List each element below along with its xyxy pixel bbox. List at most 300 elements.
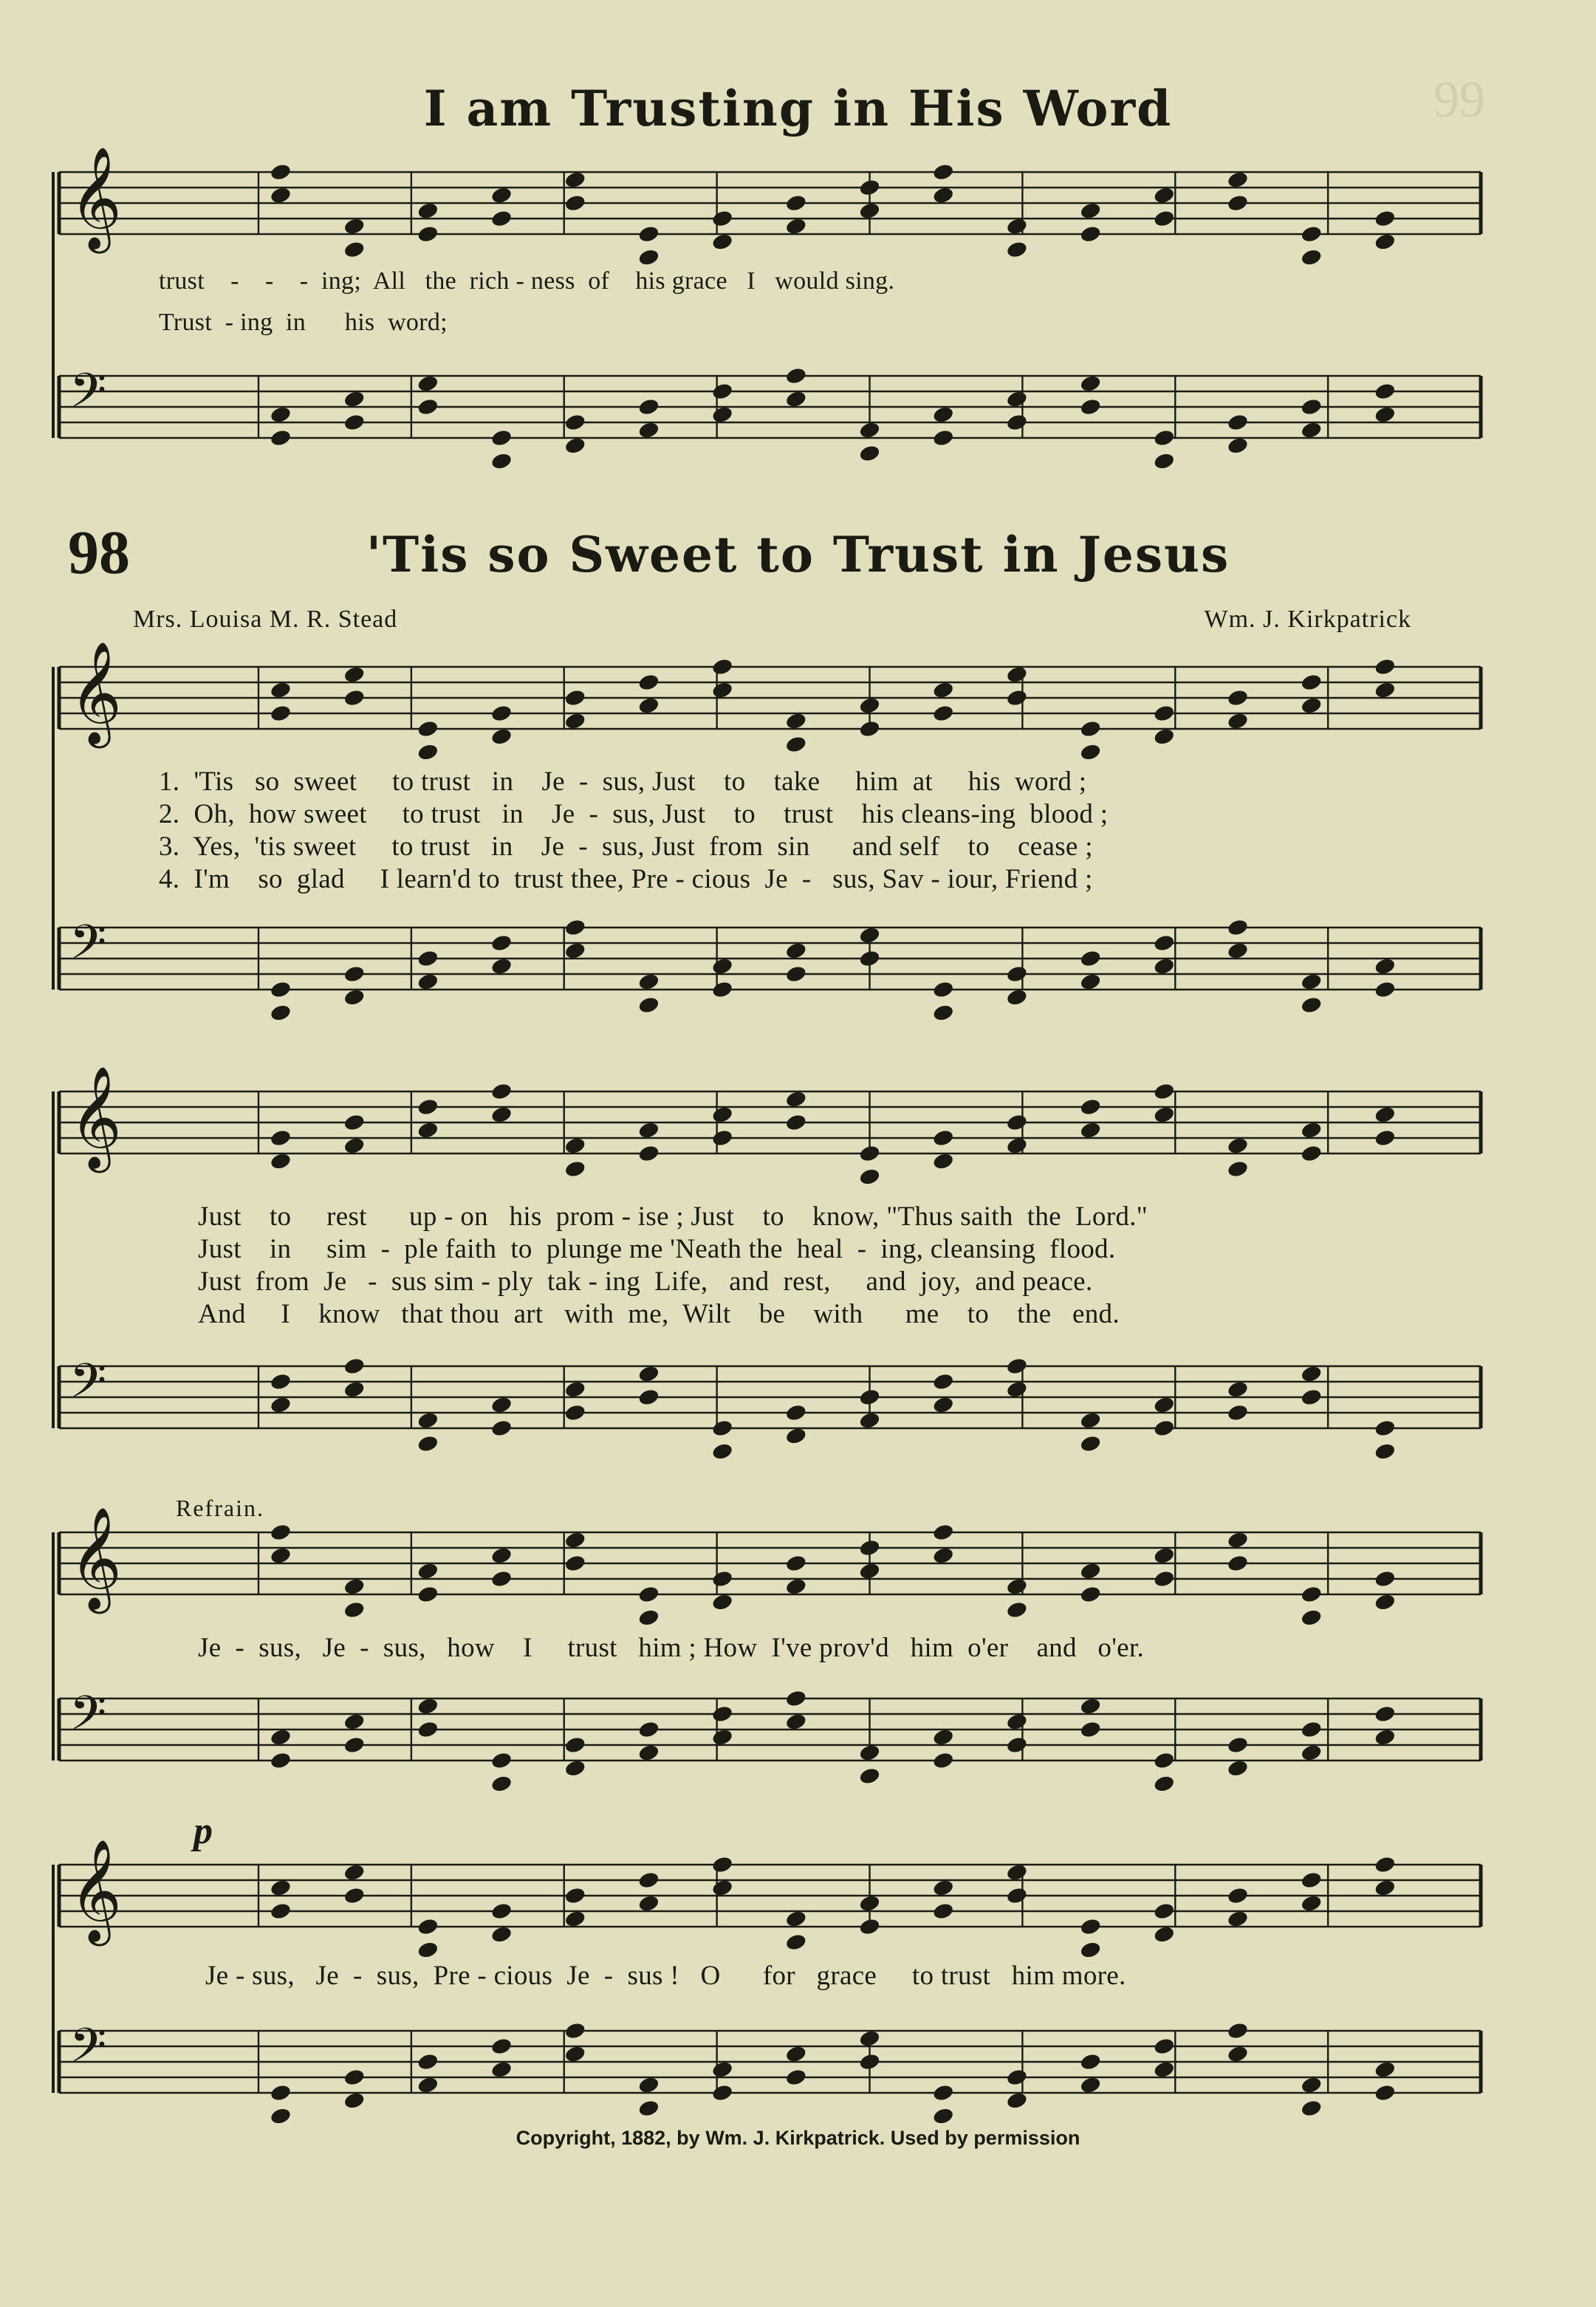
- previous-hymn-title: I am Trusting in His Word: [423, 80, 1173, 137]
- note-head: [1153, 1775, 1176, 1794]
- note-head: [343, 2068, 366, 2087]
- note-head: [1227, 688, 1250, 707]
- note-head: [858, 926, 881, 945]
- verse-2-line-b: Just in sim - ple faith to plunge me 'Neath the heal - ing, cleansing flood.: [198, 1234, 1116, 1264]
- note-head: [1300, 2099, 1323, 2118]
- note-head: [711, 209, 734, 228]
- note-head: [1300, 248, 1323, 267]
- note-head: [417, 1562, 439, 1581]
- note-head: [932, 1902, 955, 1921]
- note-head: [932, 1523, 955, 1542]
- note-head: [1153, 957, 1176, 976]
- note-head: [711, 1569, 734, 1588]
- note-head: [564, 1554, 586, 1573]
- note-head: [711, 2083, 734, 2102]
- note-head: [932, 405, 955, 425]
- note-head: [932, 2083, 955, 2102]
- note-head: [858, 2052, 881, 2071]
- note-head: [564, 1735, 586, 1755]
- note-head: [1079, 1097, 1102, 1117]
- note-head: [785, 366, 808, 385]
- note-head: [1153, 727, 1176, 747]
- note-head: [1227, 1380, 1250, 1399]
- note-head: [490, 704, 513, 723]
- note-head: [1227, 918, 1250, 937]
- note-head: [490, 1105, 513, 1125]
- staff-lines: [53, 172, 1481, 2093]
- note-head: [270, 2107, 292, 2126]
- note-head: [1300, 1894, 1323, 1913]
- note-head: [637, 224, 660, 244]
- note-head: [1153, 1925, 1176, 1944]
- clef-glyph: 𝄞: [69, 1506, 122, 1610]
- note-head: [637, 397, 660, 417]
- note-head: [343, 1380, 366, 1399]
- note-head: [1153, 1546, 1176, 1566]
- note-head: [1374, 657, 1397, 676]
- note-head: [932, 1879, 955, 1898]
- note-head: [343, 2091, 366, 2111]
- note-head: [932, 704, 955, 723]
- note-head: [785, 1113, 808, 1132]
- note-head: [711, 681, 734, 700]
- note-head: [932, 1004, 955, 1023]
- note-head: [490, 428, 513, 448]
- note-head: [785, 1090, 808, 1109]
- note-head: [1006, 1735, 1029, 1755]
- note-head: [1006, 240, 1029, 259]
- note-head: [637, 1871, 660, 1890]
- note-head: [1227, 1159, 1250, 1179]
- note-head: [343, 1577, 366, 1597]
- note-head: [417, 1697, 439, 1716]
- previous-hymn-lyric-line-1: trust - - - ing; All the rich - ness of his grace I would sing.: [159, 267, 895, 295]
- note-head: [637, 1608, 660, 1628]
- note-head: [1153, 1082, 1176, 1101]
- note-head: [1227, 712, 1250, 731]
- note-head: [711, 1728, 734, 1747]
- note-head: [1374, 1704, 1397, 1724]
- note-head: [270, 704, 292, 723]
- note-head: [343, 964, 366, 984]
- note-head: [1153, 1396, 1176, 1415]
- note-head: [1374, 681, 1397, 700]
- note-head: [785, 1577, 808, 1597]
- note-head: [343, 1113, 366, 1132]
- note-head: [1374, 1105, 1397, 1125]
- note-head: [858, 1538, 881, 1557]
- note-head: [417, 1917, 439, 1936]
- hymn-title: 'Tis so Sweet to Trust in Jesus: [366, 526, 1230, 583]
- note-head: [711, 2060, 734, 2080]
- note-head: [490, 2037, 513, 2056]
- note-head: [1300, 224, 1323, 244]
- previous-hymn-lyric-line-2: Trust - ing in his word;: [159, 309, 448, 336]
- note-head: [858, 1744, 881, 1763]
- note-head: [417, 1434, 439, 1453]
- note-head: [270, 428, 292, 448]
- note-head: [1153, 1105, 1176, 1125]
- note-head: [490, 933, 513, 953]
- note-head: [343, 1735, 366, 1755]
- note-head: [932, 681, 955, 700]
- note-head: [1374, 1855, 1397, 1874]
- clef-glyph: 𝄢: [69, 915, 107, 982]
- note-head: [1006, 1137, 1029, 1156]
- note-head: [270, 980, 292, 999]
- note-head: [785, 193, 808, 213]
- note-head: [1300, 673, 1323, 692]
- note-head: [490, 186, 513, 205]
- note-head: [785, 2045, 808, 2064]
- note-head: [858, 1766, 881, 1786]
- note-head: [490, 1082, 513, 1101]
- note-head: [1227, 1531, 1250, 1550]
- note-head: [711, 1419, 734, 1438]
- note-head: [1079, 2076, 1102, 2095]
- note-head: [564, 712, 586, 731]
- note-head: [1374, 209, 1397, 228]
- note-head: [1227, 1886, 1250, 1905]
- note-head: [1227, 1554, 1250, 1573]
- note-head: [711, 1855, 734, 1874]
- note-head: [270, 162, 292, 182]
- note-head: [270, 1004, 292, 1023]
- note-head: [417, 973, 439, 992]
- note-head: [932, 186, 955, 205]
- note-head: [1300, 1744, 1323, 1763]
- note-head: [858, 178, 881, 197]
- note-head: [343, 1713, 366, 1732]
- note-head: [1374, 2083, 1397, 2102]
- note-head: [858, 1894, 881, 1913]
- clef-glyph: 𝄞: [69, 641, 122, 744]
- note-head: [637, 973, 660, 992]
- note-head: [1227, 2045, 1250, 2064]
- note-head: [1374, 1128, 1397, 1148]
- note-head: [270, 186, 292, 205]
- note-head: [637, 1121, 660, 1140]
- note-head: [1079, 1697, 1102, 1716]
- note-head: [932, 1128, 955, 1148]
- clef-glyph: 𝄢: [69, 363, 107, 431]
- note-head: [343, 1600, 366, 1619]
- note-head: [711, 1105, 734, 1125]
- note-head: [711, 1128, 734, 1148]
- note-head: [343, 217, 366, 236]
- note-head: [637, 248, 660, 267]
- note-head: [343, 988, 366, 1007]
- note-head: [932, 1152, 955, 1171]
- note-head: [564, 2021, 586, 2040]
- note-head: [490, 1775, 513, 1794]
- note-head: [417, 1585, 439, 1604]
- note-head: [564, 413, 586, 432]
- note-head: [637, 1894, 660, 1913]
- dynamic-marking: p: [193, 1810, 213, 1852]
- clef-glyph: 𝄞: [69, 1066, 122, 1169]
- note-head: [564, 688, 586, 707]
- note-head: [1079, 1917, 1102, 1936]
- note-head: [417, 202, 439, 221]
- note-head: [417, 1941, 439, 1960]
- note-head: [637, 673, 660, 692]
- note-head: [858, 1388, 881, 1407]
- note-head: [1153, 704, 1176, 723]
- note-head: [343, 390, 366, 409]
- note-head: [711, 405, 734, 425]
- note-head: [711, 657, 734, 676]
- note-head: [1374, 1593, 1397, 1612]
- note-head: [490, 1546, 513, 1566]
- note-head: [637, 1744, 660, 1763]
- note-head: [417, 719, 439, 738]
- note-head: [417, 1121, 439, 1140]
- note-head: [490, 957, 513, 976]
- note-head: [1153, 186, 1176, 205]
- note-head: [1006, 1863, 1029, 1882]
- note-head: [1006, 2091, 1029, 2111]
- note-head: [417, 1720, 439, 1739]
- note-head: [785, 1427, 808, 1446]
- note-head: [564, 436, 586, 456]
- note-head: [1227, 1910, 1250, 1929]
- author-credit: Mrs. Louisa M. R. Stead: [133, 606, 398, 633]
- note-head: [564, 1910, 586, 1929]
- note-head: [1300, 421, 1323, 440]
- note-head: [711, 957, 734, 976]
- note-head: [564, 942, 586, 961]
- note-head: [490, 727, 513, 747]
- note-head: [1006, 1886, 1029, 1905]
- note-head: [711, 980, 734, 999]
- note-head: [1006, 688, 1029, 707]
- verse-1-line-a: 1. 'Tis so sweet to trust in Je - sus, Just to take him at his word ;: [159, 767, 1087, 797]
- note-head: [1300, 973, 1323, 992]
- note-head: [270, 1128, 292, 1148]
- note-head: [785, 1403, 808, 1422]
- note-head: [785, 217, 808, 236]
- note-head: [1374, 1442, 1397, 1461]
- note-head: [490, 1396, 513, 1415]
- note-head: [270, 1523, 292, 1542]
- note-head: [1153, 428, 1176, 448]
- note-head: [932, 980, 955, 999]
- bleed-through-page-number: 99: [1434, 72, 1485, 128]
- note-head: [1153, 1902, 1176, 1921]
- note-head: [564, 1137, 586, 1156]
- note-head: [1006, 665, 1029, 685]
- note-head: [785, 1689, 808, 1708]
- clef-glyph: 𝄢: [69, 2018, 107, 2085]
- note-head: [858, 2029, 881, 2049]
- note-head: [858, 1144, 881, 1163]
- note-head: [785, 942, 808, 961]
- note-head: [785, 1910, 808, 1929]
- note-head: [637, 1388, 660, 1407]
- note-head: [1153, 2037, 1176, 2056]
- note-head: [417, 1411, 439, 1430]
- note-head: [270, 1372, 292, 1391]
- note-head: [564, 1759, 586, 1778]
- note-head: [270, 1902, 292, 1921]
- note-head: [1006, 1113, 1029, 1132]
- note-head: [1374, 957, 1397, 976]
- note-head: [1374, 405, 1397, 425]
- note-head: [785, 964, 808, 984]
- note-head: [490, 1751, 513, 1770]
- note-head: [1079, 743, 1102, 762]
- note-head: [343, 1137, 366, 1156]
- note-head: [1153, 209, 1176, 228]
- note-head: [637, 995, 660, 1015]
- note-head: [932, 2107, 955, 2126]
- note-head: [1079, 202, 1102, 221]
- note-head: [343, 665, 366, 685]
- note-head: [637, 2099, 660, 2118]
- note-head: [932, 162, 955, 182]
- verse-4-line-b: And I know that thou art with me, Wilt be with me to the end.: [198, 1299, 1120, 1329]
- note-head: [1006, 1380, 1029, 1399]
- note-head: [637, 421, 660, 440]
- note-head: [1153, 933, 1176, 953]
- hymn-number: 98: [68, 518, 130, 587]
- note-head: [270, 1546, 292, 1566]
- note-head: [1227, 1735, 1250, 1755]
- note-head: [343, 240, 366, 259]
- note-head: [1079, 1121, 1102, 1140]
- note-head: [1227, 1137, 1250, 1156]
- note-head: [1300, 696, 1323, 716]
- note-head: [564, 1159, 586, 1179]
- note-head: [1079, 1562, 1102, 1581]
- note-head: [1153, 1751, 1176, 1770]
- note-head: [564, 2045, 586, 2064]
- note-head: [1006, 413, 1029, 432]
- note-head: [417, 1097, 439, 1117]
- note-head: [1153, 2060, 1176, 2080]
- composer-credit: Wm. J. Kirkpatrick: [1204, 606, 1411, 633]
- note-head: [1227, 413, 1250, 432]
- note-head: [1300, 1871, 1323, 1890]
- note-head: [1079, 719, 1102, 738]
- note-head: [343, 1886, 366, 1905]
- note-head: [1006, 217, 1029, 236]
- note-head: [270, 2083, 292, 2102]
- note-head: [417, 949, 439, 968]
- note-head: [932, 1372, 955, 1391]
- verse-2-line-a: 2. Oh, how sweet to trust in Je - sus, Just to trust his cleans-ing blood ;: [159, 799, 1109, 829]
- note-head: [270, 1879, 292, 1898]
- note-head: [1374, 233, 1397, 252]
- clef-glyph: 𝄞: [69, 1839, 122, 1942]
- note-head: [1374, 980, 1397, 999]
- note-head: [564, 1531, 586, 1550]
- note-head: [711, 1704, 734, 1724]
- note-head: [858, 1562, 881, 1581]
- note-head: [1079, 1411, 1102, 1430]
- note-head: [1374, 1419, 1397, 1438]
- note-head: [1079, 2052, 1102, 2071]
- note-head: [1079, 973, 1102, 992]
- note-head: [1227, 1759, 1250, 1778]
- note-head: [564, 171, 586, 190]
- verse-3-line-a: 3. Yes, 'tis sweet to trust in Je - sus, Just from sin and self to cease ;: [159, 832, 1093, 862]
- note-head: [785, 1713, 808, 1732]
- note-head: [637, 2076, 660, 2095]
- note-head: [564, 193, 586, 213]
- note-head: [417, 743, 439, 762]
- note-head: [711, 233, 734, 252]
- note-head: [1006, 390, 1029, 409]
- note-head: [343, 1863, 366, 1882]
- note-head: [1227, 193, 1250, 213]
- note-head: [1227, 942, 1250, 961]
- note-head: [1300, 1720, 1323, 1739]
- note-head: [1374, 1569, 1397, 1588]
- clef-glyph: 𝄢: [69, 1354, 107, 1421]
- note-head: [490, 1569, 513, 1588]
- note-head: [1227, 2021, 1250, 2040]
- note-head: [490, 452, 513, 471]
- note-head: [711, 1879, 734, 1898]
- note-head: [1153, 1569, 1176, 1588]
- note-head: [1300, 2076, 1323, 2095]
- note-head: [270, 1152, 292, 1171]
- note-head: [785, 1554, 808, 1573]
- note-head: [417, 397, 439, 417]
- refrain-lyric-line-2: Je - sus, Je - sus, Pre - cious Je - sus ! O for grace to trust him more.: [205, 1961, 1126, 1991]
- note-head: [785, 735, 808, 754]
- note-head: [1300, 1121, 1323, 1140]
- note-head: [637, 1720, 660, 1739]
- note-head: [1300, 397, 1323, 417]
- note-head: [270, 1751, 292, 1770]
- note-head: [1153, 1419, 1176, 1438]
- note-head: [490, 1902, 513, 1921]
- note-head: [1374, 1728, 1397, 1747]
- note-head: [711, 1442, 734, 1461]
- verse-1-line-b: Just to rest up - on his prom - ise ; Just to know, "Thus saith the Lord.": [198, 1202, 1148, 1232]
- note-head: [270, 1728, 292, 1747]
- note-head: [858, 1411, 881, 1430]
- note-head: [1006, 1713, 1029, 1732]
- note-head: [932, 1396, 955, 1415]
- note-head: [637, 696, 660, 716]
- note-head: [1374, 2060, 1397, 2080]
- note-head: [1079, 397, 1102, 417]
- note-head: [1300, 995, 1323, 1015]
- note-head: [1227, 1403, 1250, 1422]
- note-head: [1374, 382, 1397, 401]
- note-head: [564, 1380, 586, 1399]
- note-head: [785, 2068, 808, 2087]
- note-head: [1227, 171, 1250, 190]
- note-head: [1079, 1585, 1102, 1604]
- note-head: [785, 390, 808, 409]
- verse-4-line-a: 4. I'm so glad I learn'd to trust thee, Pre - cious Je - sus, Sav - iour, Friend ;: [159, 864, 1093, 894]
- note-head: [711, 1593, 734, 1612]
- note-head: [858, 719, 881, 738]
- note-head: [1300, 1144, 1323, 1163]
- note-head: [637, 1144, 660, 1163]
- clef-glyph: 𝄞: [69, 146, 122, 250]
- note-head: [1006, 988, 1029, 1007]
- note-head: [858, 949, 881, 968]
- note-head: [490, 1925, 513, 1944]
- note-head: [932, 1728, 955, 1747]
- note-head: [343, 413, 366, 432]
